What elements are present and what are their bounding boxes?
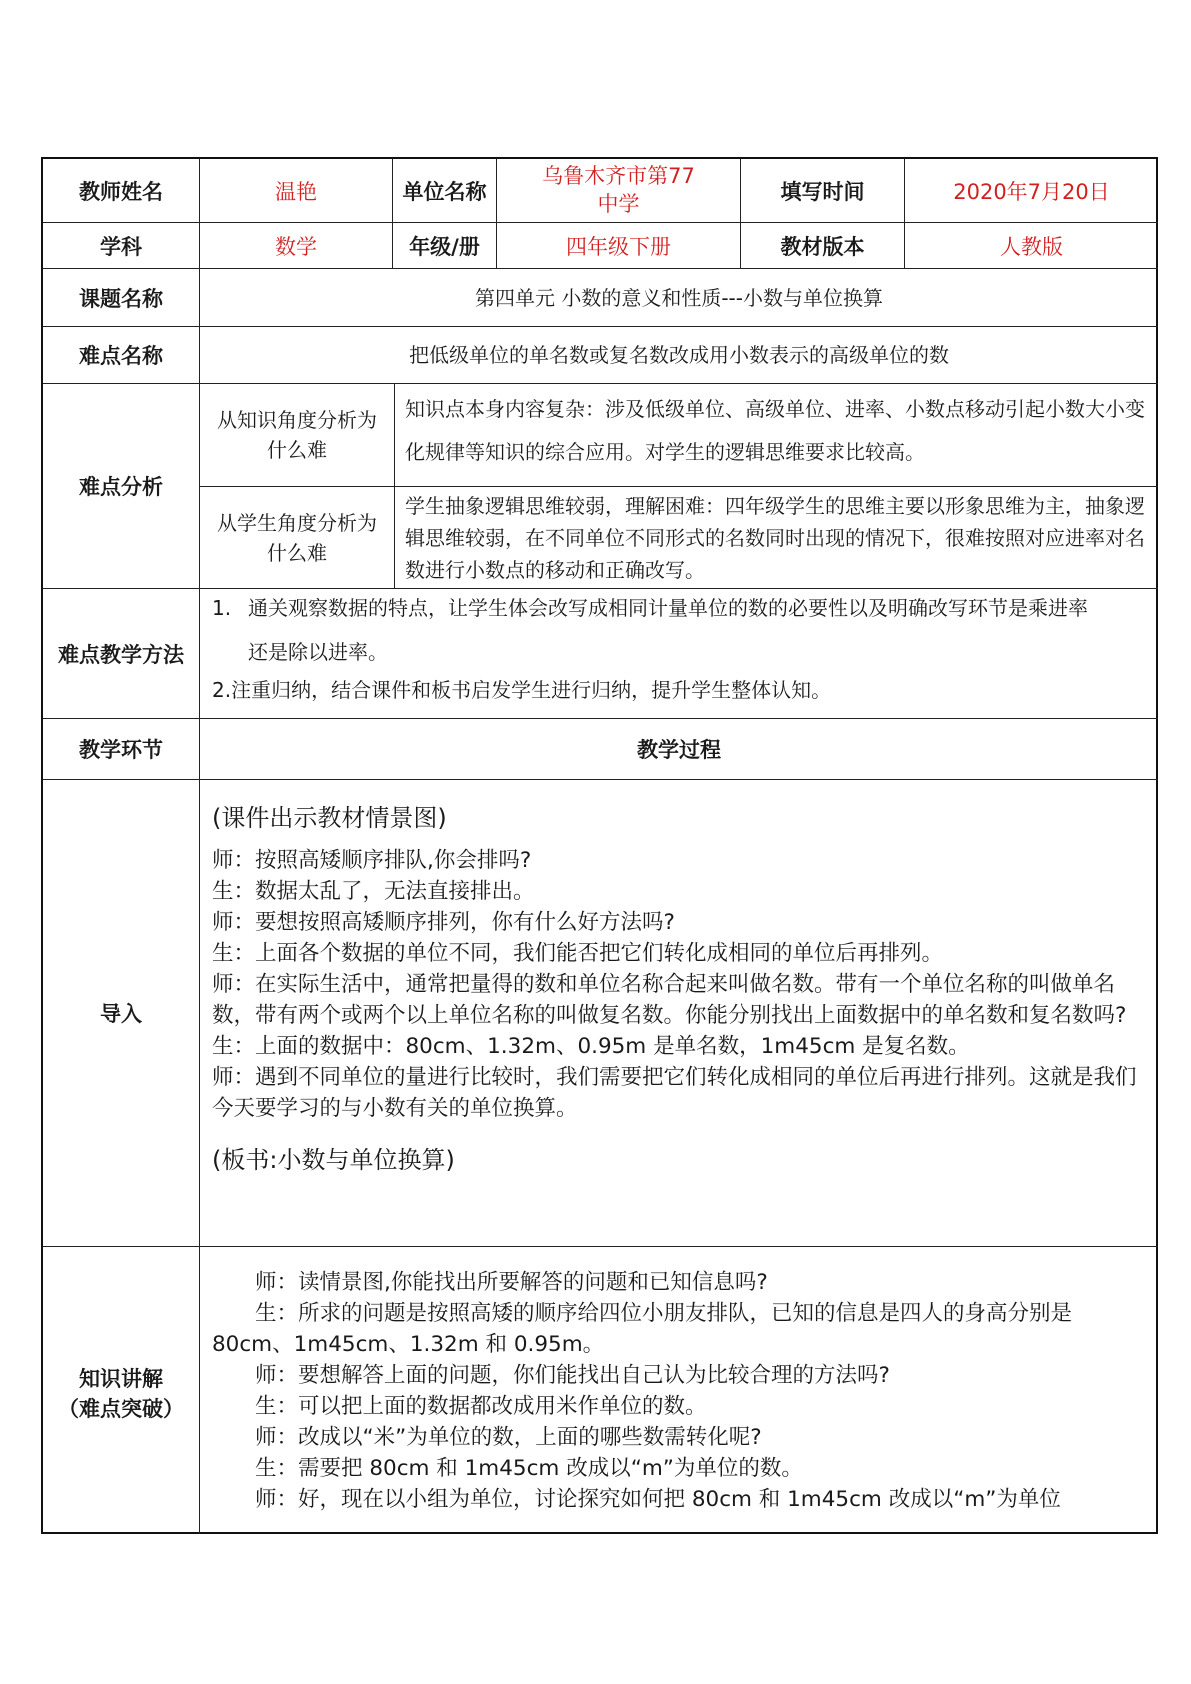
analysis-label: 难点分析: [43, 384, 200, 589]
knowledge-angle-label: [200, 384, 395, 487]
intro-line-4: 生：上面各个数据的单位不同，我们能否把它们转化成相同的单位后再排列。: [212, 941, 944, 966]
intro-line-5: 师：在实际生活中，通常把量得的数和单位名称合起来叫做名数。带有一个单位名称的叫做单名数，带有两个或两个以上单位名称的叫做复名数。你能分别找出上面数据中的单名数和复名数吗?: [212, 972, 1127, 1028]
difficulty-value: 把低级单位的单名数或复名数改成用小数表示的高级单位的数: [200, 327, 1158, 384]
unit-name-label: 单位名称: [393, 159, 497, 223]
knowledge-content: [200, 1247, 1158, 1534]
knowledge-line-6: 生：需要把 80cm 和 1m45cm 改成以“m”为单位的数。: [255, 1456, 803, 1481]
fill-time-label: 填写时间: [741, 159, 905, 223]
knowledge-angle-text: 从知识角度分析为什么难: [217, 408, 377, 462]
process-header-label: 教学过程: [200, 719, 1158, 780]
teacher-name-value: 温艳: [200, 159, 393, 223]
method-content: [200, 589, 1158, 719]
topic-label: 课题名称: [43, 269, 200, 327]
knowledge-line-2: 生：所求的问题是按照高矮的顺序给四位小朋友排队，已知的信息是四人的身高分别是 80cm、1m45cm、1.32m 和 0.95m。: [212, 1301, 1073, 1357]
intro-line-7: 师：遇到不同单位的量进行比较时，我们需要把它们转化成相同的单位后再进行排列。这就是我们今天要学习的与小数有关的单位换算。: [212, 1065, 1137, 1121]
intro-line-3: 师：要想按照高矮顺序排列，你有什么好方法吗?: [212, 910, 675, 935]
knowledge-line-1: 师：读情景图,你能找出所要解答的问题和已知信息吗?: [255, 1270, 768, 1295]
intro-line-1: 师：按照高矮顺序排队,你会排吗?: [212, 848, 532, 873]
knowledge-angle-description: 知识点本身内容复杂：涉及低级单位、高级单位、进率、小数点移动引起小数大小变化规律等知识的综合应用。对学生的逻辑思维要求比较高。: [405, 397, 1145, 464]
knowledge-section-label: [43, 1247, 200, 1534]
knowledge-label-line2: （难点突破）: [58, 1396, 184, 1421]
knowledge-line-7: 师：好，现在以小组为单位，讨论探究如何把 80cm 和 1m45cm 改成以“m”为单位: [255, 1487, 1061, 1512]
unit-name-value: [497, 159, 741, 223]
knowledge-line-5: 师：改成以“米”为单位的数，上面的哪些数需转化呢?: [255, 1425, 762, 1450]
method-item2: 2.注重归纳，结合课件和板书启发学生进行归纳，提升学生整体认知。: [212, 678, 832, 702]
intro-line-2: 生：数据太乱了，无法直接排出。: [212, 879, 535, 904]
edition-value: 人教版: [905, 223, 1158, 269]
knowledge-line-4: 生：可以把上面的数据都改成用米作单位的数。: [255, 1394, 707, 1419]
knowledge-line-3: 师：要想解答上面的问题，你们能找出自己认为比较合理的方法吗?: [255, 1363, 890, 1388]
intro-content: [200, 780, 1158, 1247]
stage-header-label: 教学环节: [43, 719, 200, 780]
student-angle-label: [200, 487, 395, 589]
student-angle-content: [395, 487, 1158, 589]
difficulty-label: 难点名称: [43, 327, 200, 384]
knowledge-label-line1: 知识讲解: [79, 1366, 163, 1391]
method-item1-line1: 通关观察数据的特点，让学生体会改写成相同计量单位的数的必要性以及明确改写环节是乘进率: [248, 596, 1088, 620]
knowledge-angle-content: [395, 384, 1158, 487]
method-item1-number: 1.: [212, 596, 232, 620]
intro-label: 导入: [43, 780, 200, 1247]
grade-value: 四年级下册: [497, 223, 741, 269]
lesson-plan-table: [41, 157, 1158, 1534]
subject-label: 学科: [43, 223, 200, 269]
method-item1-line2: 还是除以进率。: [248, 640, 388, 664]
method-label: 难点教学方法: [43, 589, 200, 719]
subject-value: 数学: [200, 223, 393, 269]
topic-value: 第四单元 小数的意义和性质---小数与单位换算: [200, 269, 1158, 327]
grade-label: 年级/册: [393, 223, 497, 269]
teacher-name-label: 教师姓名: [43, 159, 200, 223]
fill-time-value: 2020年7月20日: [905, 159, 1158, 223]
unit-name-text: 乌鲁木齐市第77中学: [542, 164, 695, 216]
student-angle-description: 学生抽象逻辑思维较弱，理解困难：四年级学生的思维主要以形象思维为主，抽象逻辑思维较弱，在不同单位不同形式的名数同时出现的情况下，很难按照对应进率对名数进行小数点的移动和正确改写。: [405, 493, 1145, 582]
intro-note-courseware: (课件出示教材情景图): [212, 804, 447, 832]
student-angle-text: 从学生角度分析为什么难: [217, 510, 377, 565]
intro-note-board: (板书:小数与单位换算): [212, 1146, 455, 1174]
edition-label: 教材版本: [741, 223, 905, 269]
intro-line-6: 生：上面的数据中：80cm、1.32m、0.95m 是单名数，1m45cm 是复名数。: [212, 1034, 970, 1059]
intro-dialogue: [212, 845, 1148, 1124]
